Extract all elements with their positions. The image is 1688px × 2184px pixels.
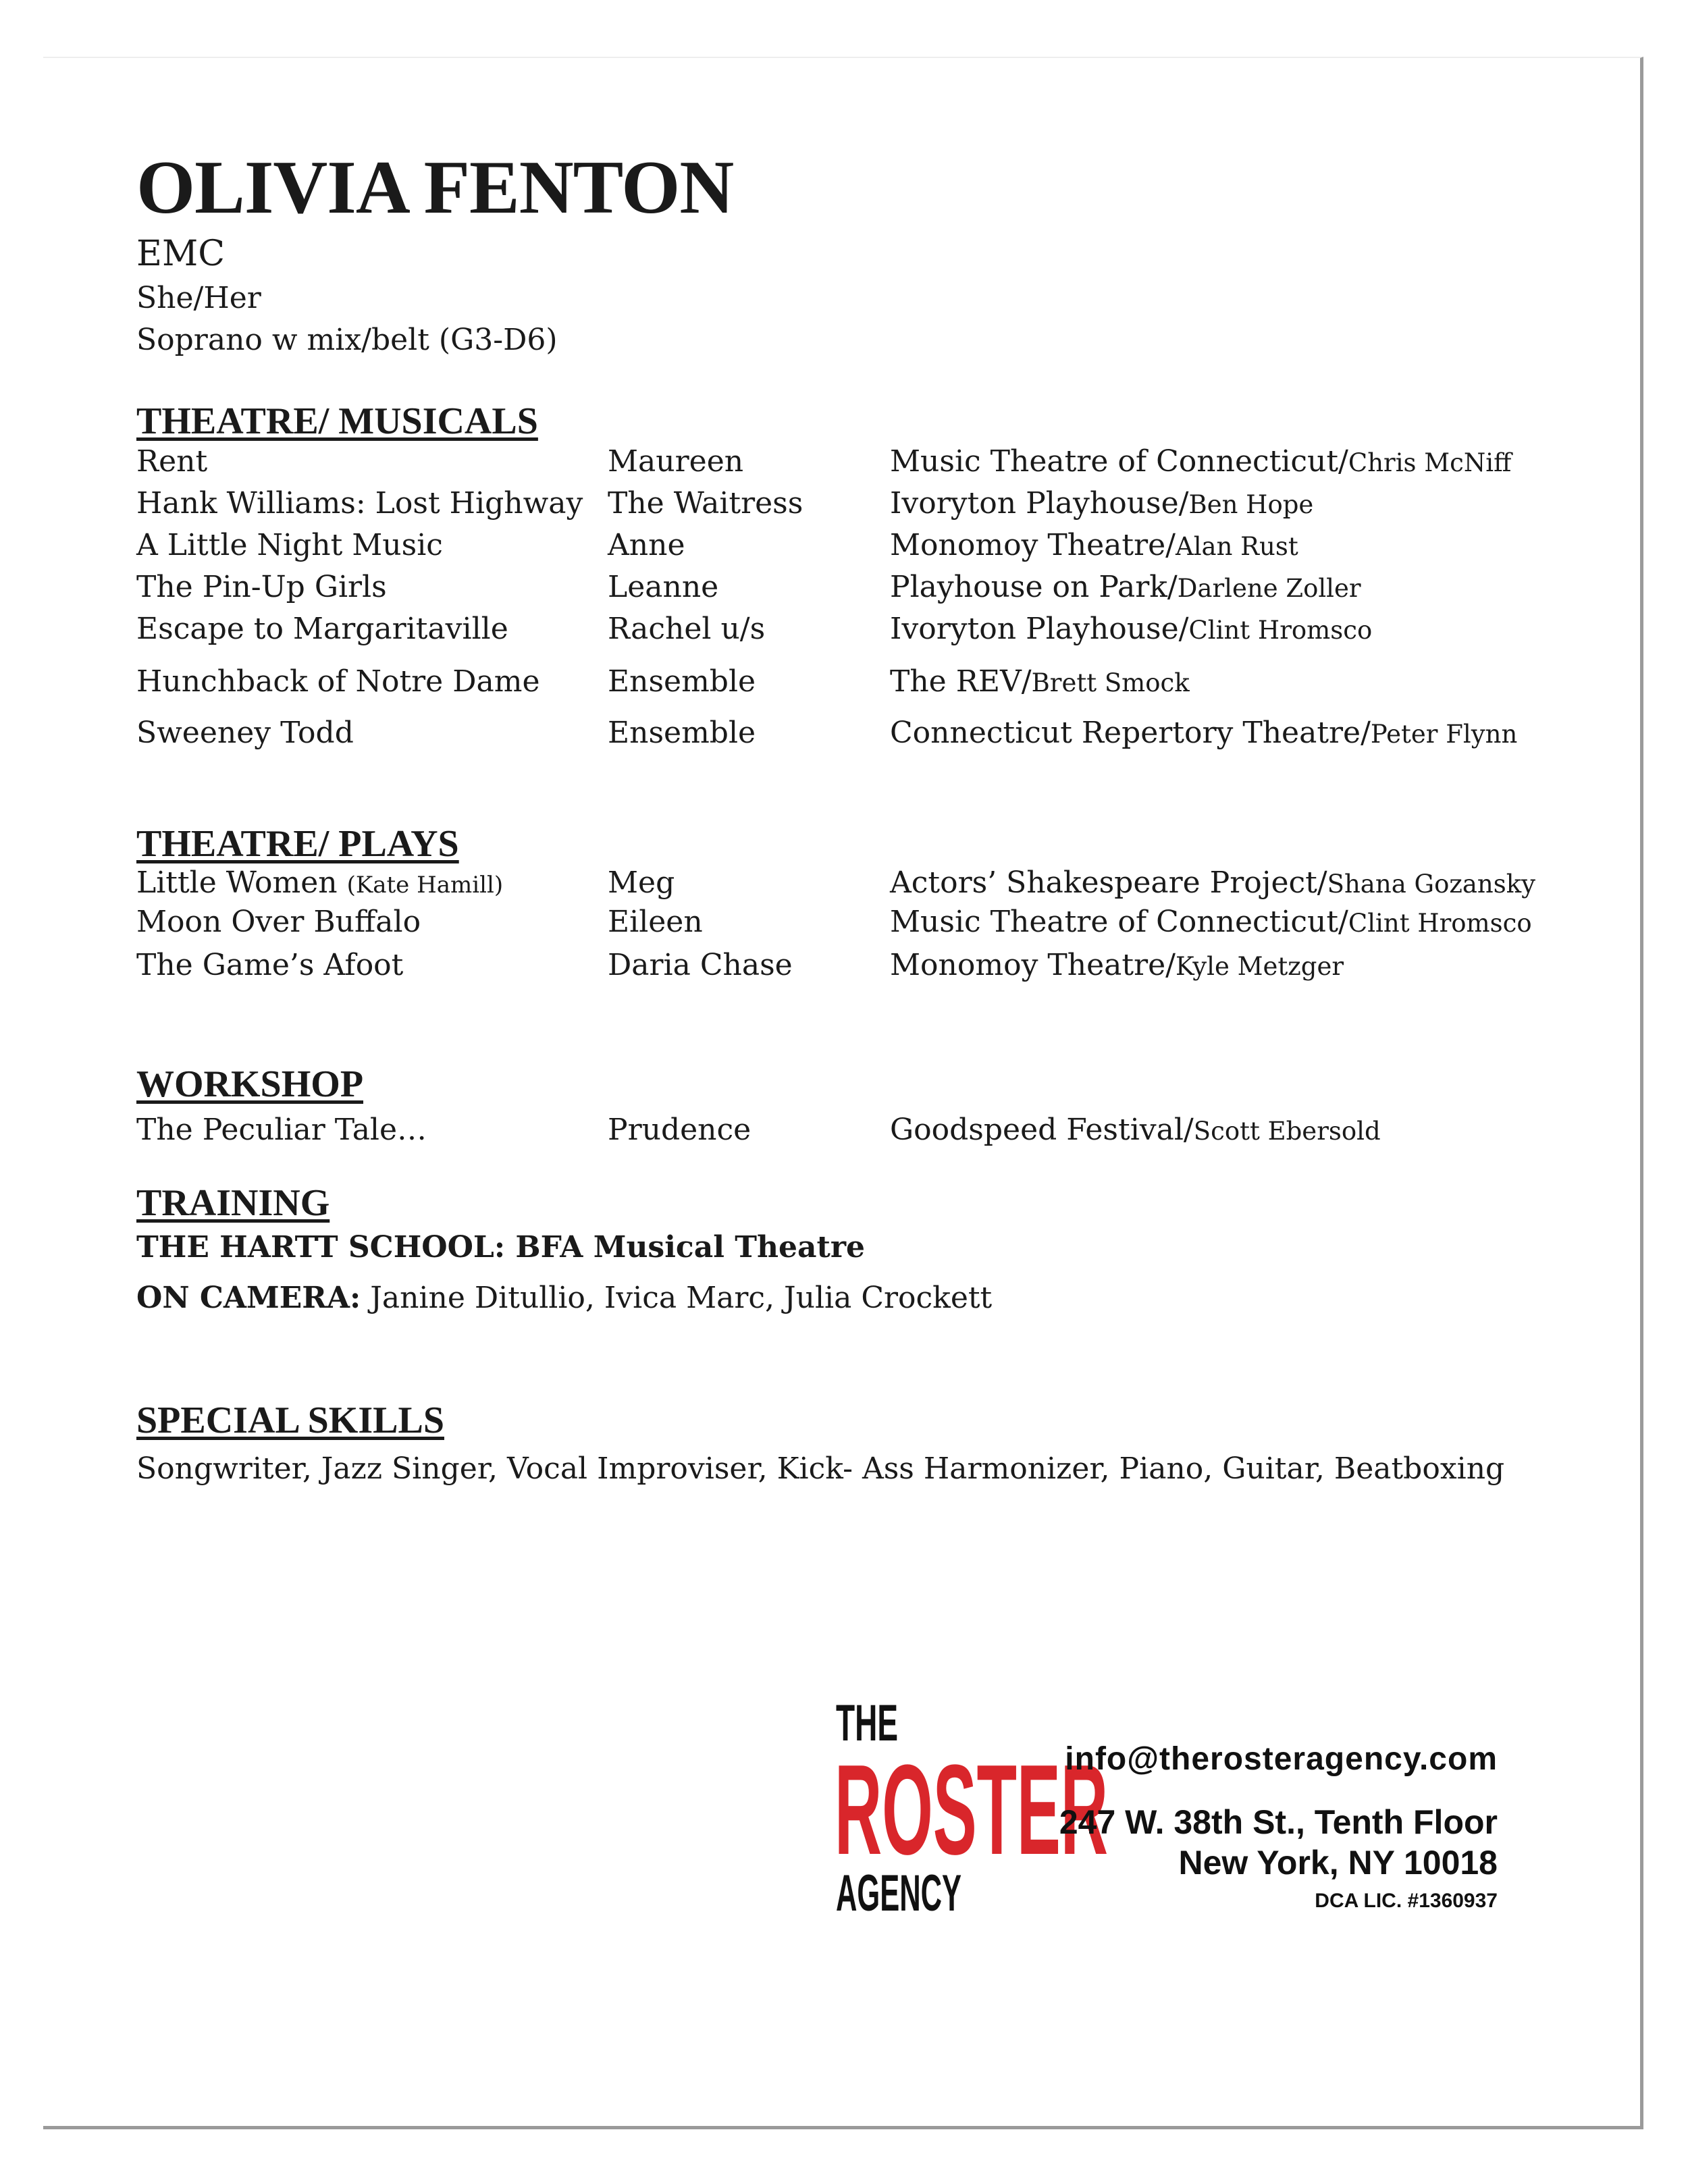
agency-email[interactable]: info@therosteragency.com — [1065, 1741, 1498, 1777]
credit-row — [136, 865, 1554, 905]
agency-license: DCA LIC. #1360937 — [1315, 1890, 1498, 1912]
venue-name: Playhouse on Park/ — [890, 570, 1178, 604]
show-title: Rent — [136, 444, 208, 479]
section-heading: WORKSHOP — [136, 1063, 364, 1105]
camera-teachers: Janine Ditullio, Ivica Marc, Julia Crockett — [361, 1280, 993, 1315]
venue — [890, 905, 1554, 939]
venue — [890, 444, 1554, 479]
agency-contact — [1059, 1740, 1498, 1913]
credit-row — [136, 716, 1554, 757]
voice-type: Soprano w mix/belt (G3-D6) — [136, 322, 558, 357]
role: Anne — [608, 528, 685, 562]
director: Brett Smock — [1031, 668, 1190, 697]
director: Shana Gozansky — [1327, 870, 1536, 899]
skills-list: Songwriter, Jazz Singer, Vocal Improviser, Kick- Ass Harmonizer, Piano, Guitar, Beatboxing — [136, 1451, 1505, 1486]
credits-table — [136, 1113, 1554, 1154]
show-title — [136, 865, 608, 900]
venue — [890, 865, 1554, 900]
venue-name: Ivoryton Playhouse/ — [890, 486, 1189, 521]
credit-row — [136, 905, 1554, 948]
union-status: EMC — [136, 234, 225, 274]
venue — [890, 612, 1554, 646]
show-title: The Game’s Afoot — [136, 948, 404, 982]
role: Rachel u/s — [608, 612, 766, 646]
director: Clint Hromsco — [1348, 909, 1532, 938]
role: Ensemble — [608, 716, 756, 750]
venue — [890, 664, 1554, 699]
venue-name: Connecticut Repertory Theatre/ — [890, 716, 1371, 750]
role: Ensemble — [608, 664, 756, 699]
credit-row — [136, 1113, 1554, 1154]
director: Scott Ebersold — [1193, 1117, 1381, 1146]
logo-line-agency: AGENCY — [836, 1865, 961, 1917]
credit-row — [136, 612, 1554, 664]
agency-address-line-2: New York, NY 10018 — [1178, 1844, 1498, 1882]
venue — [890, 716, 1554, 750]
credit-row — [136, 444, 1554, 486]
role: Maureen — [608, 444, 744, 479]
section-heading: SPECIAL SKILLS — [136, 1400, 444, 1441]
role: The Waitress — [608, 486, 803, 521]
director: Chris McNiff — [1348, 448, 1512, 477]
venue-name: Actors’ Shakespeare Project/ — [890, 865, 1327, 900]
show-title: A Little Night Music — [136, 528, 443, 562]
role: Prudence — [608, 1113, 751, 1147]
playwright-note: (Kate Hamill) — [346, 872, 504, 899]
agency-address-line-1: 247 W. 38th St., Tenth Floor — [1059, 1803, 1498, 1841]
role: Meg — [608, 865, 675, 900]
training-school: THE HARTT SCHOOL: BFA Musical Theatre — [136, 1230, 865, 1264]
skills-section — [136, 1399, 1554, 1487]
credit-row — [136, 570, 1554, 612]
show-title: Moon Over Buffalo — [136, 905, 421, 939]
training-camera — [136, 1281, 1554, 1316]
show-title: The Peculiar Tale… — [136, 1113, 427, 1147]
credit-row — [136, 486, 1554, 528]
plays-section — [136, 822, 1554, 990]
camera-label: ON CAMERA: — [136, 1280, 361, 1315]
director: Kyle Metzger — [1175, 952, 1344, 981]
venue — [890, 486, 1554, 521]
venue-name: Ivoryton Playhouse/ — [890, 612, 1189, 646]
show-name: Little Women — [136, 865, 347, 900]
show-title: Hank Williams: Lost Highway — [136, 486, 583, 521]
venue-name: The REV/ — [890, 664, 1032, 699]
resume — [136, 146, 1554, 1486]
credit-row — [136, 948, 1554, 990]
workshop-section — [136, 1063, 1554, 1154]
logo-line-the: THE — [836, 1695, 898, 1752]
section-heading: THEATRE/ PLAYS — [136, 823, 459, 865]
venue-name: Monomoy Theatre/ — [890, 528, 1176, 562]
director: Darlene Zoller — [1177, 574, 1361, 603]
actor-name: OLIVIA FENTON — [136, 146, 734, 230]
venue — [890, 570, 1554, 604]
venue-name: Music Theatre of Connecticut/ — [890, 444, 1348, 479]
director: Peter Flynn — [1370, 720, 1518, 749]
director: Clint Hromsco — [1188, 616, 1373, 645]
venue-name: Goodspeed Festival/ — [890, 1113, 1194, 1147]
show-title: Escape to Margaritaville — [136, 612, 508, 646]
role: Daria Chase — [608, 948, 793, 982]
show-title: Hunchback of Notre Dame — [136, 664, 540, 699]
section-heading: THEATRE/ MUSICALS — [136, 400, 538, 442]
director: Ben Hope — [1188, 490, 1314, 519]
role: Leanne — [608, 570, 719, 604]
credit-row — [136, 664, 1554, 716]
show-title: The Pin-Up Girls — [136, 570, 387, 604]
credits-table — [136, 444, 1554, 757]
section-heading: TRAINING — [136, 1182, 330, 1224]
venue-name: Music Theatre of Connecticut/ — [890, 905, 1348, 939]
director: Alan Rust — [1175, 532, 1298, 561]
credit-row — [136, 528, 1554, 570]
venue-name: Monomoy Theatre/ — [890, 948, 1176, 982]
credits-table — [136, 865, 1554, 990]
musicals-section — [136, 400, 1554, 757]
training-section — [136, 1181, 1554, 1316]
venue — [890, 528, 1554, 562]
pronouns: She/Her — [136, 281, 261, 316]
show-title: Sweeney Todd — [136, 716, 354, 750]
logo-line-roster: ROSTER — [835, 1738, 1108, 1882]
venue — [890, 948, 1554, 982]
venue — [890, 1113, 1554, 1147]
role: Eileen — [608, 905, 703, 939]
